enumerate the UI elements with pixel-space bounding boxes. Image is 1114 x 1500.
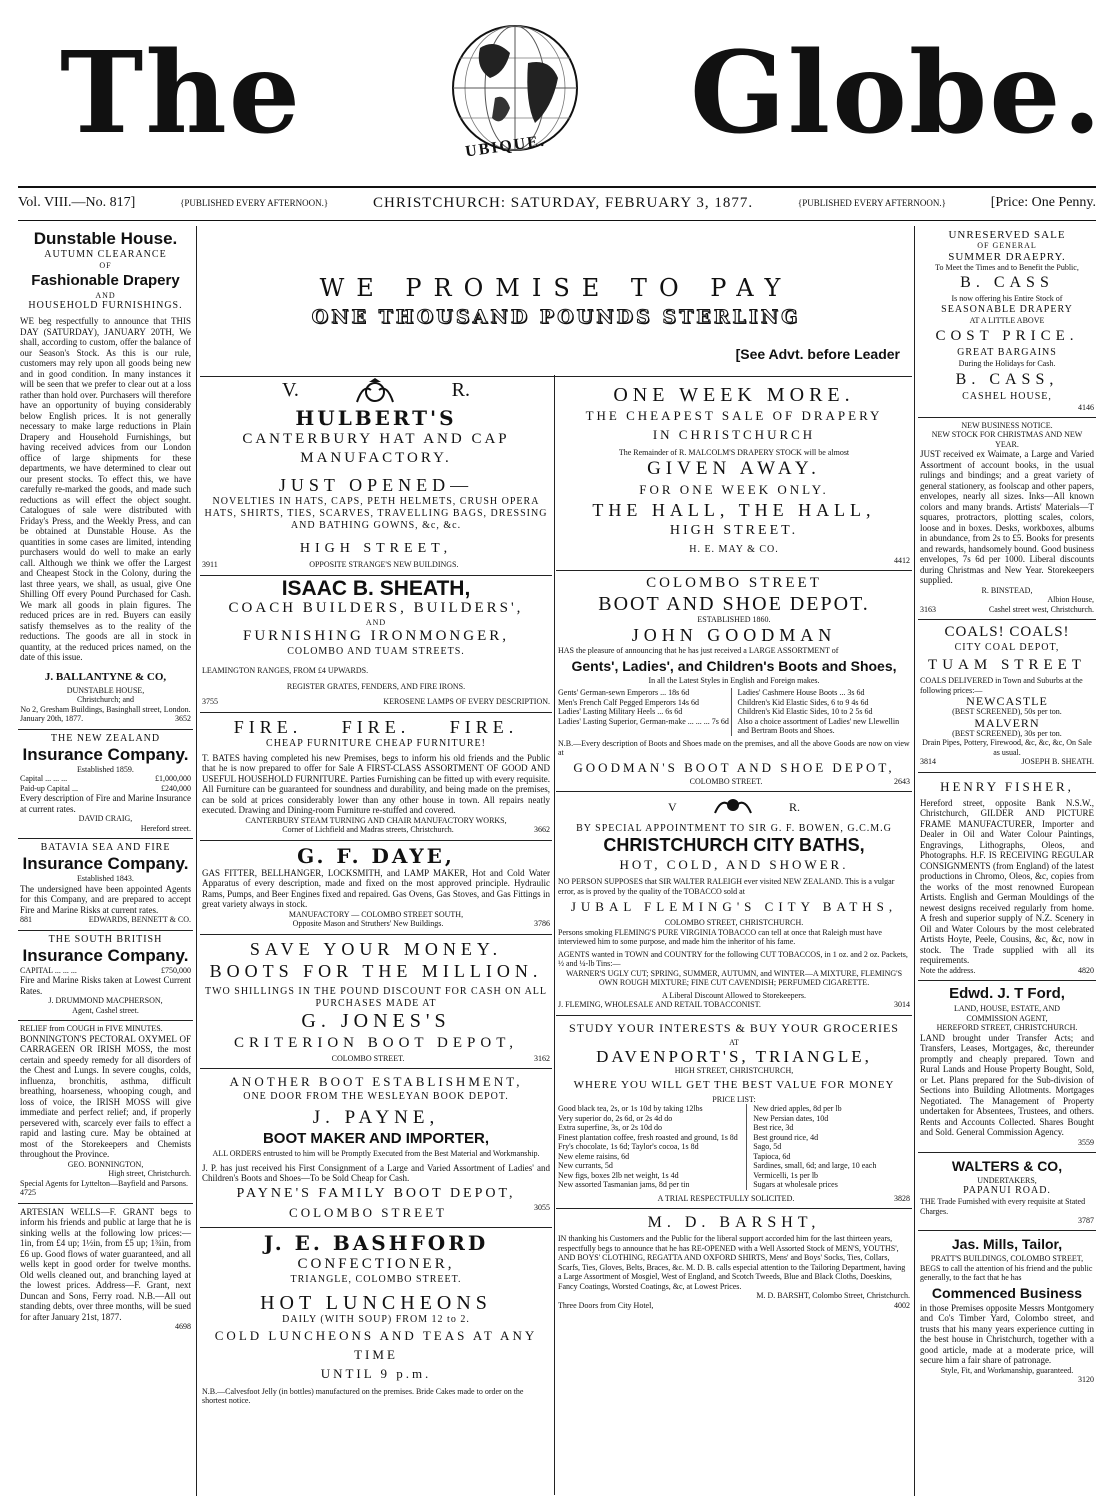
ad-line: N.B.—Every description of Boots and Shoes made on the premises, and all the above Goods are now on view at xyxy=(558,738,910,757)
promise-banner xyxy=(200,226,912,377)
masthead xyxy=(0,0,1114,185)
ad-line: EDWARDS, BENNETT & CO. xyxy=(88,915,191,924)
ad-line: J. DRUMMOND MACPHERSON, xyxy=(48,996,163,1005)
ad-line: Drain Pipes, Pottery, Firewood, &c, &c, &c, On Sale as usual. xyxy=(922,738,1092,757)
ad-line: ANOTHER BOOT ESTABLISHMENT, xyxy=(229,1074,523,1089)
ad-line: COMMISSION AGENT, xyxy=(966,1013,1048,1023)
list-item: Gents' German-sewn Emperors ... 18s 6d xyxy=(558,688,690,697)
ad-line: REGISTER GRATES, FENDERS, AND FIRE IRONS. xyxy=(286,681,466,691)
ad-line: Albion House, xyxy=(1047,595,1094,604)
coals-ad xyxy=(918,620,1096,773)
ad-line: R. BINSTEAD, xyxy=(981,585,1033,595)
ad-line: COLOMBO STREET, CHRISTCHURCH. xyxy=(664,918,804,927)
ad-line: COACH BUILDERS, BUILDERS', xyxy=(228,599,524,616)
ad-number: 2643 xyxy=(894,776,910,786)
list-item: New eleme raisins, 6d xyxy=(558,1151,630,1161)
list-item: Very superior do, 2s 6d, or 2s 4d do xyxy=(558,1113,673,1123)
ad-line: The Remainder of R. MALCOLM'S DRAPERY STOCK will be almost xyxy=(618,448,850,457)
ad-line: Special Agents for Lyttelton—Bayfield and Parsons. xyxy=(20,1178,188,1188)
ad-body: The undersigned have been appointed Agents for this Company, and are prepared to accept Fire and Marine Risks at current rates. xyxy=(20,883,191,915)
list-item: Fry's chocolate, 1s 6d; Taylor's cocoa, 1s 8d xyxy=(558,1142,699,1151)
ad-line: Opposite Mason and Struthers' New Buildings. xyxy=(292,919,444,928)
walters-undertakers-ad xyxy=(918,1153,1096,1232)
ad-number: 3755 xyxy=(202,697,218,706)
goodman-boot-ad xyxy=(556,571,912,793)
ad-line: DAILY (WITH SOUP) FROM 12 to 2. xyxy=(282,1313,470,1325)
list-item: New Persian dates, 10d xyxy=(753,1113,829,1123)
ad-line: JUBAL FLEMING'S CITY BATHS, xyxy=(570,899,898,914)
list-item: Sago, 5d xyxy=(753,1142,782,1151)
dateline xyxy=(18,190,1096,216)
ad-line: ONE DOOR FROM THE WESLEYAN BOOK DEPOT. xyxy=(243,1091,509,1102)
ad-line: Corner of Lichfield and Madras streets, Christchurch. xyxy=(282,825,454,834)
ad-number: 3162 xyxy=(534,1053,550,1063)
promise-line-1: WE PROMISE TO PAY xyxy=(319,274,793,302)
bashford-confectioner-ad xyxy=(200,1228,552,1411)
ad-line: CRITERION BOOT DEPOT, xyxy=(233,1034,519,1051)
ad-line: AGENTS wanted in TOWN and COUNTRY for the following CUT TOBACCOS, in 1 oz. and 2 oz. Packets, ½ and ¼-lb Tins:— xyxy=(558,949,908,968)
ad-line: UNTIL 9 p.m. xyxy=(320,1365,432,1381)
ad-title: G. F. DAYE, xyxy=(297,843,455,868)
ad-line: B. CASS, xyxy=(955,370,1059,388)
center-left-column xyxy=(200,375,552,1495)
column-rule xyxy=(554,375,555,1495)
ad-title: M. D. BARSHT, xyxy=(647,1214,821,1231)
list-item: Extra superfine, 3s, or 2s 10d do xyxy=(558,1123,662,1132)
ad-title: Dunstable House. xyxy=(33,229,178,248)
list-item: Sardines, small, 6d; and large, 10 each xyxy=(753,1161,877,1170)
royal-crest-icon xyxy=(711,795,755,823)
ad-line: Fashionable Drapery xyxy=(31,271,180,289)
list-item: Ladies' Cashmere House Boots ... 3s 6d xyxy=(737,688,865,697)
payne-boot-ad xyxy=(200,1069,552,1228)
ad-title: Edwd. J. T Ford, xyxy=(949,985,1065,1002)
ad-line: A Liberal Discount Allowed to Storekeepers. xyxy=(662,990,806,1000)
list-item: Finest plantation coffee, fresh roasted and ground, 1s 8d xyxy=(558,1132,738,1142)
list-item: Men's French Calf Pegged Emperors 14s 6d xyxy=(558,697,699,707)
ad-number: 3787 xyxy=(1078,1216,1094,1225)
ad-title: Insurance Company. xyxy=(22,945,189,965)
ad-line: N.B.—Calvesfoot Jelly (in bottles) manufactured on the premises. Bride Cakes made to order on the shortest notice. xyxy=(202,1386,524,1405)
ad-line: Cashel street west, Christchurch. xyxy=(988,604,1094,614)
list-item: New dried apples, 8d per lb xyxy=(753,1104,842,1113)
ad-line: TWO SHILLINGS IN THE POUND DISCOUNT FOR CASH ON ALL PURCHASES MADE AT xyxy=(204,985,548,1009)
ad-line: HEREFORD STREET, CHRISTCHURCH. xyxy=(936,1023,1078,1032)
ad-line: G. JONES'S xyxy=(301,1009,451,1032)
nz-insurance-ad xyxy=(18,730,193,840)
ad-body: BONNINGTON'S PECTORAL OXYMEL OF CARRAGEEN OR IRISH MOSS, the most certain and speedy remedy for all disorders of the Chest and Lungs. In severe coughs, colds, influenza, bronchitis, asthma, difficult breathing, hoarseness, whooping cough, and loss of voice, the IRISH MOSS will give immediate and perfect relief; and, if properly persevered with, scarcely ever fails to effect a rapid and lasting cure. May be obtained at most of the Storekeepers and Chemists throughout the Province. xyxy=(20,1033,191,1159)
ad-title: HENRY FISHER, xyxy=(940,778,1074,794)
davenport-groceries-ad xyxy=(556,1016,912,1210)
ad-line: KEROSENE LAMPS OF EVERY DESCRIPTION. xyxy=(383,697,550,706)
ad-line: A TRIAL RESPECTFULLY SOLICITED. xyxy=(657,1193,795,1203)
ad-line: UNDERTAKERS, xyxy=(977,1175,1037,1185)
ad-title: BOOT AND SHOE DEPOT. xyxy=(598,592,870,615)
ad-number: 4146 xyxy=(1078,402,1094,412)
ad-line: DAVENPORT'S, TRIANGLE, xyxy=(596,1047,872,1066)
ad-title: HULBERT'S xyxy=(295,406,457,430)
ad-line: Style, Fit, and Workmanship, guaranteed. xyxy=(940,1365,1074,1375)
ad-line: AT A LITTLE ABOVE xyxy=(969,315,1045,325)
volume-number: Vol. VIII.—No. 817] xyxy=(18,195,136,210)
ad-value: £1,000,000 xyxy=(155,774,191,783)
ad-body: Every description of Fire and Marine Insurance at current rates. xyxy=(20,793,191,814)
ad-body: GAS FITTER, BELLHANGER, LOCKSMITH, and LAMP MAKER, Hot and Cold Water Apparatus of every description, made and fixed on the most approved principle. Hydraulic Rams, Pumps, and Beer Engines fixed and repaired. Gas Ovens, Gas Stoves, and Gas Fittings in great variety always in stock. xyxy=(202,867,550,909)
list-item: Sugars at wholesale prices xyxy=(753,1180,838,1189)
ad-line: M. D. BARSHT, Colombo Street, Christchurch. xyxy=(756,1291,910,1300)
ad-line: BATAVIA SEA AND FIRE xyxy=(40,842,171,853)
ford-land-agent-ad xyxy=(918,981,1096,1153)
ad-line: COLOMBO STREET xyxy=(289,1204,447,1220)
ad-line: No 2, Gresham Buildings, Basinghall street, London. xyxy=(20,704,191,714)
ad-line: GEO. BONNINGTON, xyxy=(67,1159,144,1169)
bonnington-ad xyxy=(18,1021,193,1204)
ad-line: Capital ... ... ... xyxy=(20,774,68,783)
ad-line: TRIANGLE, COLOMBO STREET. xyxy=(290,1273,462,1285)
ad-line: HIGH STREET, xyxy=(299,541,453,556)
ad-title: STUDY YOUR INTERESTS & BUY YOUR GROCERIES xyxy=(569,1020,899,1035)
ad-body: LAND brought under Transfer Acts; and Transfers, Leases, Mortgages, &c, thereunder promptly and cheaply prepared. Town and Rural Lands and House Property Bought, Sold, or Let. Plans prepared for the Sub-division of Sections into Building Allotments. Mortgages Negotiated. The Management of Property undertaken for Absentees, Trustees, and others. Rents and Accounts Collected. Shares Bought and Sold. General Commission Agency. xyxy=(920,1032,1094,1137)
list-item: New currants, 5d xyxy=(558,1161,613,1170)
list-item: Ladies' Lasting Superior, German-make ... ... ... 7s 6d xyxy=(558,716,729,726)
promise-line-3: [See Advt. before Leader xyxy=(735,346,900,362)
ad-line: SUMMER DRAEPRY. xyxy=(948,250,1066,263)
ad-number: 4725 xyxy=(20,1188,36,1197)
binstead-stationery-ad xyxy=(918,418,1096,621)
ad-line: OF GENERAL xyxy=(977,241,1037,250)
ad-line: MANUFACTORY. xyxy=(300,450,452,466)
ad-title: RELIEF from COUGH in FIVE MINUTES. xyxy=(20,1024,163,1033)
ad-number: 4002 xyxy=(894,1300,910,1310)
list-item: Best ground rice, 4d xyxy=(753,1132,819,1142)
ad-title: J. E. BASHFORD xyxy=(263,1230,489,1255)
daye-gasfitter-ad xyxy=(200,841,552,935)
price: [Price: One Penny. xyxy=(990,195,1096,210)
ad-line: In all the Latest Styles in English and Foreign makes. xyxy=(648,675,820,685)
ad-line: COLOMBO STREET. xyxy=(689,776,763,786)
ad-line: CANTERBURY HAT AND CAP xyxy=(242,431,510,447)
ad-line: DAVID CRAIG, xyxy=(78,814,133,823)
ad-body: T. BATES having completed his new Premises, begs to inform his old friends and the Public that he is now prepared to offer for Sale A FIRST-CLASS ASSORTMENT OF GOOD AND USEFUL HOUSEHOLD FURNITURE. Parties Furnishing can be fitted up with every requisite. All Furniture can be guaranteed for soundness and durability, and being made on the premises, can be sold at prices considerably lower than any other house in town. All repairs neatly executed. Drawing and Dining-room Furniture re-stuffed and covered. xyxy=(202,752,550,815)
ad-line: WARNER'S UGLY CUT; SPRING, SUMMER, AUTUMN, and WINTER—A MIXTURE, FLEMING'S OWN ROUGH MIXTURE; FINE CUT CAVENDISH; PERFUMED CIGARETTE. xyxy=(565,968,903,987)
ad-number: 881 xyxy=(20,915,32,924)
ad-line: JOSEPH B. SHEATH. xyxy=(1021,757,1094,766)
left-column xyxy=(18,226,193,1496)
grant-wells-ad xyxy=(18,1204,193,1337)
ad-line: Three Doors from City Hotel, xyxy=(558,1300,654,1310)
ad-body: J. P. has just received his First Consignment of a Large and Varied Assortment of Ladies' and Children's Boots and Shoes—To be Sold Cheap for Cash. xyxy=(202,1162,550,1183)
ad-line: MANUFACTORY — COLOMBO STREET SOUTH, xyxy=(288,909,464,919)
ad-line: Paid-up Capital ... xyxy=(20,783,78,793)
ad-line: H. E. MAY & CO. xyxy=(689,543,779,555)
ad-body: COALS DELIVERED in Town and Suburbs at the following prices:— xyxy=(920,676,1083,695)
column-rule xyxy=(196,226,197,1496)
ad-number: 3814 xyxy=(920,757,936,766)
ad-line: Is now offering his Entire Stock of xyxy=(951,294,1063,303)
ad-line: LEAMINGTON RANGES, FROM £4 UPWARDS. xyxy=(202,666,369,675)
mills-tailor-ad xyxy=(918,1231,1096,1389)
ad-line: V. xyxy=(282,379,299,401)
ad-body: in those Premises opposite Messrs Montgomery and Co's Timber Yard, Colombo street, and trusts that his many years experience cutting in the best house in Christchurch, together with a good article, made at a moderate price, will secure him a fair share of patronage. xyxy=(920,1302,1094,1365)
ad-date: January 20th, 1877. xyxy=(20,714,84,723)
ad-number: 3163 xyxy=(920,604,936,614)
list-item: Also a choice assortment of Ladies' new Llewellin and Bertram Boots and Shoes. xyxy=(737,716,900,735)
ad-line: PRATT'S BUILDINGS, COLOMBO STREET, xyxy=(930,1254,1084,1263)
ad-line: J. FLEMING, WHOLESALE AND RETAIL TOBACCONIST. xyxy=(558,1000,761,1009)
ad-line: OPPOSITE STRANGE'S NEW BUILDINGS. xyxy=(309,560,459,569)
ad-number: 3055 xyxy=(533,1202,550,1212)
ad-line: CITY COAL DEPOT, xyxy=(954,642,1060,653)
ad-line: During the Holidays for Cash. xyxy=(958,359,1056,368)
ad-line: OF xyxy=(99,261,112,270)
ad-line: Note the address. xyxy=(920,965,976,975)
ad-line: DUNSTABLE HOUSE, xyxy=(66,685,145,695)
ad-line: CONFECTIONER, xyxy=(297,1255,455,1272)
ad-line: B. CASS xyxy=(960,274,1054,291)
price-list-right xyxy=(753,1104,910,1190)
ad-body: JUST received ex Waimate, a Large and Varied Assortment of account books, in the usual rulings and bindings; and a great variety of general stationery, as foolscap and other papers, envelopes, nearly all sizes. Inks—All known colors and many brands. Artists' Materials—T squares, protractors, plotting scales, colors, loose and in boxes. Desks, workboxes, albums in abundance, from 2s to £5. Books for presents and rewards, handsomely bound. Good business envelopes, 7s 6d per 1000. Liberal discounts during Christmas and New Year. Storekeepers supplied. xyxy=(920,449,1094,585)
ad-body: ARTESIAN WELLS—F. GRANT begs to inform his friends and public at large that he is sinking wells at the following low prices:—1in, from £4 up; 1½in, from £5 up; 1¾in, from £6 up. Good flows of water guaranteed, and all wells kept in good order for twelve months. Old wells cleaned out, and branching layed at the lowest prices. Address—F. Grant, next Duncan and Sons, Ferry road. N.B.—All out standing debts, over three months, will be sued for after January 21st, 1877. xyxy=(20,1206,191,1322)
dateline-rule xyxy=(18,220,1096,221)
ad-line: Gents', Ladies', and Children's Boots and Shoes, xyxy=(571,657,897,674)
ad-number: 3120 xyxy=(1078,1375,1094,1384)
ad-line: Hereford street. xyxy=(140,823,191,833)
ad-line: Agent, Cashel street. xyxy=(72,1005,139,1015)
ad-line: Persons smoking FLEMING'S PURE VIRGINIA TOBACCO can tell at once that Raleigh must have interviewed him to some purpose, and made him the inheritor of his fame. xyxy=(558,927,882,946)
ad-value: £240,000 xyxy=(161,783,191,793)
price-list-left xyxy=(558,1104,747,1190)
ad-number: 3911 xyxy=(202,560,218,569)
ad-body: BEGS to call the attention of his friend and the public generally, to the fact that he has xyxy=(920,1263,1093,1282)
ad-line: AND xyxy=(95,290,116,300)
ad-line: PAYNE'S FAMILY BOOT DEPOT, xyxy=(236,1185,516,1201)
ad-line: CHEAP FURNITURE CHEAP FURNITURE! xyxy=(266,737,486,749)
ad-line: MALVERN xyxy=(974,715,1040,730)
ad-line: NEWCASTLE xyxy=(966,694,1048,708)
right-column xyxy=(918,226,1096,1496)
ad-title: UNRESERVED SALE xyxy=(948,229,1066,241)
ad-title: ISAAC B. SHEATH, xyxy=(281,576,471,600)
ad-line: ALL ORDERS entrusted to him will be Promptly Executed from the Best Material and Workmanship. xyxy=(212,1149,540,1158)
ad-line: Commenced Business xyxy=(931,1284,1083,1301)
list-item: Children's Kid Elastic Sides, 10 to 2 5s 6d xyxy=(737,707,873,716)
ad-number: 4412 xyxy=(894,555,910,565)
ad-title: FIRE. FIRE. FIRE. xyxy=(233,716,519,737)
ad-line: PRICE LIST: xyxy=(712,1094,756,1104)
ad-line: High street, Christchurch. xyxy=(108,1169,191,1178)
ad-line: HOUSEHOLD FURNISHINGS. xyxy=(28,300,183,311)
ad-line: FOR ONE WEEK ONLY. xyxy=(639,481,829,497)
ad-line: COLOMBO AND TUAM STREETS. xyxy=(287,646,465,657)
ad-title: ONE WEEK MORE. xyxy=(613,384,855,406)
ad-line: WHERE YOU WILL GET THE BEST VALUE FOR MONEY xyxy=(573,1078,895,1091)
ad-number: 3828 xyxy=(894,1193,910,1203)
price-list-right xyxy=(738,688,911,736)
masthead-motto: UBIQUE. xyxy=(464,132,547,161)
ad-line: Established 1859. xyxy=(77,764,134,774)
ad-line: THE SOUTH BRITISH xyxy=(48,933,163,945)
list-item: Ladies' Lasting Military Heels ... 6s 6d xyxy=(558,707,683,716)
jones-boot-ad xyxy=(200,935,552,1070)
ad-line: COST PRICE. xyxy=(935,328,1079,344)
ad-line: GREAT BARGAINS xyxy=(957,347,1057,358)
publication-note-right: {PUBLISHED EVERY AFTERNOON.} xyxy=(797,198,946,208)
ad-number: 3014 xyxy=(894,1000,910,1009)
list-item: New figs, boxes 2lb net weight, 1s 4d xyxy=(558,1170,679,1180)
bates-furniture-ad xyxy=(200,713,552,841)
ad-title: COALS! COALS! xyxy=(944,624,1070,640)
royal-crest-icon xyxy=(353,378,397,406)
ad-number: 4698 xyxy=(175,1322,191,1331)
ad-line: ESTABLISHED 1860. xyxy=(697,614,771,624)
list-item: Children's Kid Elastic Sides, 6 to 9 4s 6d xyxy=(737,697,869,707)
may-drapery-ad xyxy=(556,375,912,571)
ad-line: NOVELTIES IN HATS, CAPS, PETH HELMETS, CRUSH OPERA HATS, SHIRTS, TIES, SCARVES, TRAVELLING BAGS, DRESSING AND BATHING GOWNS, &c, &c. xyxy=(204,496,548,531)
masthead-title-left: The xyxy=(60,28,303,159)
ad-line: NO PERSON SUPPOSES that SIR WALTER RALEIGH ever visited NEW ZEALAND. This is a vulgar error, as is proved by the quality of the TOBACCO sold at xyxy=(558,877,895,896)
list-item: Tapioca, 6d xyxy=(753,1151,791,1161)
ad-line: AT xyxy=(729,1037,739,1047)
south-british-insurance-ad xyxy=(18,931,193,1022)
ad-line: COLOMBO STREET xyxy=(646,574,822,591)
ad-line: LAND, HOUSE, ESTATE, AND xyxy=(953,1004,1061,1013)
ad-title: SAVE YOUR MONEY. xyxy=(249,938,503,959)
promise-line-2: ONE THOUSAND POUNDS STERLING xyxy=(311,306,801,328)
ad-line: (BEST SCREENED), 30s per ton. xyxy=(952,728,1062,738)
ad-line: HIGH STREET. xyxy=(669,522,799,538)
ad-line: HOT LUNCHEONS xyxy=(260,1291,492,1314)
ad-body: Fire and Marine Risks taken at Lowest Current Rates. xyxy=(20,975,191,996)
ad-number: 3652 xyxy=(175,714,191,723)
batavia-insurance-ad xyxy=(18,839,193,931)
ad-line: THE HALL, THE HALL, xyxy=(592,499,876,520)
ad-line: IN CHRISTCHURCH xyxy=(652,427,816,442)
ad-line: GOODMAN'S BOOT AND SHOE DEPOT, xyxy=(573,759,895,775)
masthead-rule xyxy=(18,186,1096,188)
ad-body: HAS the pleasure of announcing that he has just received a LARGE ASSORTMENT of xyxy=(558,646,839,655)
ad-line: GIVEN AWAY. xyxy=(647,457,821,479)
ad-number: 4820 xyxy=(1078,965,1094,975)
ad-line: BOOTS FOR THE MILLION. xyxy=(209,960,543,981)
ad-line: NEW STOCK FOR CHRISTMAS AND NEW YEAR. xyxy=(931,430,1083,449)
ad-line: SEASONABLE DRAPERY xyxy=(941,303,1073,315)
ad-line: To Meet the Times and to Benefit the Public, xyxy=(935,262,1079,272)
list-item: Good black tea, 2s, or 1s 10d by taking 12lbs xyxy=(558,1104,703,1113)
masthead-title-right: Globe. xyxy=(690,28,1104,159)
list-item: Vermicelli, 1s per lb xyxy=(753,1170,819,1180)
sheath-ironmonger-ad xyxy=(200,576,552,713)
ad-number: 3559 xyxy=(1078,1137,1094,1147)
city-baths-ad xyxy=(556,792,912,1016)
ad-number: 3786 xyxy=(533,919,550,928)
ad-line: PAPANUI ROAD. xyxy=(963,1185,1051,1196)
ad-value: £750,000 xyxy=(161,965,191,975)
ad-line: CAPITAL ... ... ... xyxy=(20,965,77,975)
ad-line: R. xyxy=(451,379,470,401)
fisher-gilder-ad xyxy=(918,773,1096,982)
ad-line: TUAM STREET xyxy=(928,657,1086,673)
ad-line: COLOMBO STREET. xyxy=(331,1053,405,1063)
place-and-date: CHRISTCHURCH: SATURDAY, FEBRUARY 3, 1877. xyxy=(372,194,754,211)
ad-title: WALTERS & CO, xyxy=(951,1157,1063,1174)
ad-line: THE NEW ZEALAND xyxy=(50,732,161,744)
ad-title: Jas. Mills, Tailor, xyxy=(951,1236,1063,1252)
list-item: New assorted Tasmanian jams, 8d per tin xyxy=(558,1180,690,1189)
ad-body: THE Trade Furnished with every requisite at Stated Charges. xyxy=(920,1197,1086,1216)
ad-body: Hereford street, opposite Bank N.S.W., Christchurch, GILDER AND PICTURE FRAME MANUFACTURER, Importer and Dealer in Oil and Water Colour Paintings, Engravings, Lithographs, Oleos, and Photographs. H.F. IS RECEIVING REGULAR CONSIGNMENTS (from England) of the latest productions in Chromo, Oleos, &c, copies from the works of the most renowned European Artists. English and German Mouldings of the newest designs received regularly from home. A fresh and superior supply of N.Z. Scenery in Oil and Water Colours by the most celebrated Artists Hoyte, Peele, Cousins, &c, &c, now in stock. The Trade supplied with all its requirements. xyxy=(920,797,1094,965)
ad-line: Christchurch; and xyxy=(76,695,135,704)
ad-line: JOHN GOODMAN xyxy=(631,625,837,645)
ad-line: CANTERBURY STEAM TURNING AND CHAIR MANUFACTORY WORKS, xyxy=(245,815,507,825)
ad-title: CHRISTCHURCH CITY BATHS, xyxy=(603,835,865,855)
ad-line: BY SPECIAL APPOINTMENT TO SIR G. F. BOWEN, G.C.M.G xyxy=(576,823,892,834)
ad-body: WE beg respectfully to announce that THIS DAY (SATURDAY), JANUARY 20TH, We shall, according to custom, offer the balance of our Season's Stock. As this is our rule, customers may rely upon all goods being new and in good condition. In many instances it will be seen that we prefer to clear out at a loss rather than hold over. Purchasers will therefore have an opportunity of buying considerably below English prices. It is not generally necessary to make large reductions in Plain Drapery and Household Furnishings, but having received advices from our London office of large shipments for these departments, we have determined to clear out our present stocks. To effect this, we have carefully re-marked the goods, and made such reductions as will effect the object sought. Catalogues of sale were distributed with Friday's Press, and the Weekly Press, and can be obtained at Dunstable House. As the quantities in some cases are limited, intending purchasers would do well to make an early call. Although we think we offer the Largest and Cheapest Stock in the Colony, during the last three years, we shall, as usual, give One Shilling Off every Pound Purchased for Cash. We mark all goods in plain figures. The reduced prices are in red. Buyers can easily satisfy themselves as to the reality of the reductions. The goods are all in stock in quantity, at the reduced prices named, on the date of this issue. xyxy=(20,316,191,662)
dunstable-house-ad xyxy=(18,226,193,730)
ad-line: AND xyxy=(365,617,387,627)
ad-line: (BEST SCREENED), 50s per ton. xyxy=(952,707,1062,716)
ad-title: Insurance Company. xyxy=(22,744,189,764)
ad-title: NEW BUSINESS NOTICE. xyxy=(961,420,1053,430)
ad-number: 3662 xyxy=(533,825,550,834)
column-rule xyxy=(914,226,915,1496)
ad-line: BOOT MAKER AND IMPORTER, xyxy=(262,1130,490,1147)
hulbert-ad xyxy=(200,375,552,576)
ad-body: IN thanking his Customers and the Public for the liberal support accorded him for the last thirteen years, respectfully begs to announce that he has RE-OPENED with a Well Assorted Stock of MEN'S, YOUTHS', AND BOYS' CLOTHING, REGATTA AND OXFORD SHIRTS, Mens' and Boys' Socks, Ties, Collars, Scarfs, Ties, Gloves, Belts, Braces, &c. M. D. B. calls especial attention to the Tailoring Department, having a Large Assortment of Mosgiel, West of England, and Scotch Tweeds, Blue and Black Cloths, Doeskins, Fancy Coatings, Worsted Coatings, &c, at Lowest Prices. xyxy=(558,1234,906,1291)
ad-line: COLD LUNCHEONS AND TEAS AT ANY TIME xyxy=(214,1327,538,1362)
ad-line: AUTUMN CLEARANCE xyxy=(44,249,167,260)
ad-line: R. xyxy=(788,800,800,814)
ad-line: Established 1843. xyxy=(77,874,134,883)
ad-line: HOT, COLD, AND SHOWER. xyxy=(619,857,849,872)
publication-note-left: {PUBLISHED EVERY AFTERNOON.} xyxy=(180,198,329,208)
ad-title: J. PAYNE, xyxy=(312,1107,440,1128)
ad-line: V xyxy=(668,800,677,814)
cass-drapery-ad xyxy=(918,226,1096,418)
ad-line: HIGH STREET, CHRISTCHURCH, xyxy=(674,1066,794,1075)
ad-firm: J. BALLANTYNE & CO, xyxy=(44,670,167,683)
ad-title: Insurance Company. xyxy=(22,854,189,873)
ad-line: FURNISHING IRONMONGER, xyxy=(242,628,509,644)
list-item: Best rice, 3d xyxy=(753,1123,794,1132)
ad-line: JUST OPENED— xyxy=(278,475,474,495)
price-list-left xyxy=(558,688,732,736)
ad-line: THE CHEAPEST SALE OF DRAPERY xyxy=(585,408,883,423)
ad-line: CASHEL HOUSE, xyxy=(962,390,1052,402)
barsht-clothing-ad xyxy=(556,1209,912,1315)
center-right-column xyxy=(556,375,912,1495)
